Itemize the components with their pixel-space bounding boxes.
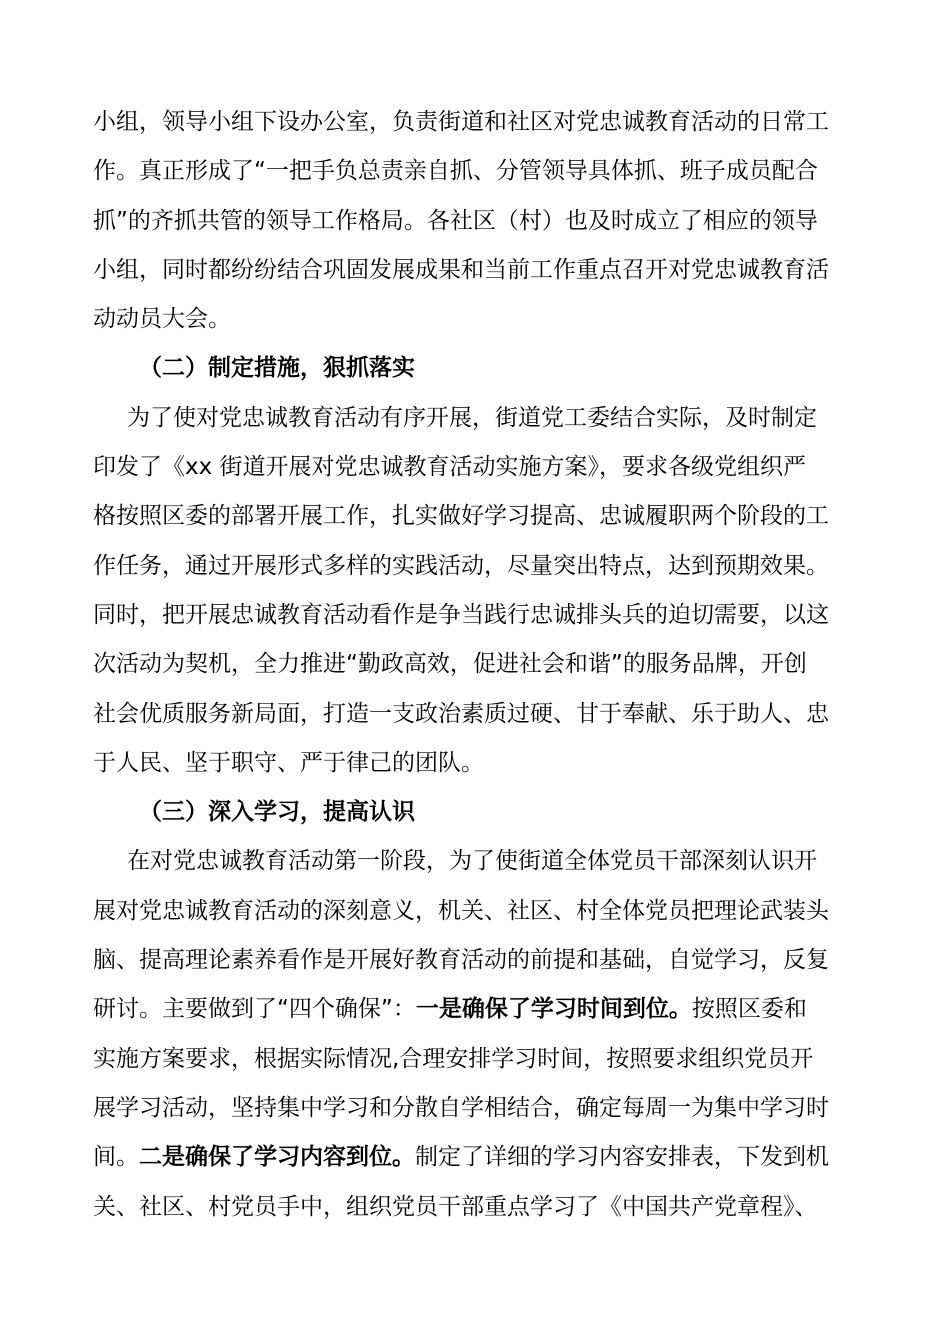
paragraph-line: 作任务，通过开展形式多样的实践活动，尽量突出特点，达到预期效果。 — [93, 552, 829, 579]
paragraph-line: 格按照区委的部署开展工作，扎实做好学习提高、忠诚履职两个阶段的工 — [93, 503, 829, 530]
paragraph-line: 社会优质服务新局面，打造一支政治素质过硬、甘于奉献、乐于助人、忠 — [93, 700, 829, 727]
bold-phrase: 一是确保了学习时间到位。 — [415, 996, 692, 1023]
section-heading: （三）深入学习，提高认识 — [139, 799, 415, 826]
paragraph-line: 小组，领导小组下设办公室，负责街道和社区对党忠诚教育活动的日常工 — [93, 109, 829, 135]
paragraph-line: 为了使对党忠诚教育活动有序开展，街道党工委结合实际，及时制定 — [127, 404, 817, 431]
paragraph-line: 展对党忠诚教育活动的深刻意义，机关、社区、村全体党员把理论武装头 — [93, 897, 829, 924]
paragraph-line: 次活动为契机，全力推进“勤政高效，促进社会和谐”的服务品牌，开创 — [93, 651, 807, 678]
line-text: 制定了详细的学习内容安排表，下发到机 — [415, 1144, 829, 1171]
paragraph-line: 动动员大会。 — [93, 306, 231, 333]
paragraph-line — [93, 985, 859, 1034]
paragraph-line: 抓”的齐抓共管的领导工作格局。各社区（村）也及时成立了相应的领导 — [93, 207, 818, 234]
section-heading: （二）制定措施，狠抓落实 — [139, 355, 415, 382]
paragraph-line: 于人民、坚于职守、严于律己的团队。 — [93, 749, 484, 776]
paragraph-line: 印发了《xx 街道开展对党忠诚教育活动实施方案》，要求各级党组织严 — [93, 454, 807, 481]
paragraph-line: 实施方案要求，根据实际情况,合理安排学习时间，按照要求组织党员开 — [93, 1045, 814, 1072]
paragraph-line: 小组，同时都纷纷结合巩固发展成果和当前工作重点召开对党忠诚教育活 — [93, 256, 829, 283]
paragraph-line: 脑、提高理论素养看作是开展好教育活动的前提和基础，自觉学习，反复 — [93, 947, 829, 974]
document-body — [93, 98, 859, 1232]
bold-phrase: 二是确保了学习内容到位。 — [139, 1144, 415, 1171]
line-text: 研讨。主要做到了“四个确保”： — [93, 996, 416, 1023]
paragraph-line — [93, 1133, 859, 1182]
paragraph-line: 展学习活动，坚持集中学习和分散自学相结合，确定每周一为集中学习时 — [93, 1094, 829, 1121]
paragraph-line: 在对党忠诚教育活动第一阶段，为了使街道全体党员干部深刻认识开 — [127, 848, 817, 875]
paragraph-line: 同时，把开展忠诚教育活动看作是争当践行忠诚排头兵的迫切需要，以这 — [93, 601, 829, 628]
paragraph-line: 作。真正形成了“一把手负总责亲自抓、分管领导具体抓、班子成员配合 — [93, 158, 818, 185]
line-text: 间。 — [93, 1144, 139, 1171]
paragraph-line: 关、社区、村党员手中，组织党员干部重点学习了《中国共产党章程》、 — [93, 1193, 818, 1220]
line-text: 按照区委和 — [691, 996, 807, 1023]
